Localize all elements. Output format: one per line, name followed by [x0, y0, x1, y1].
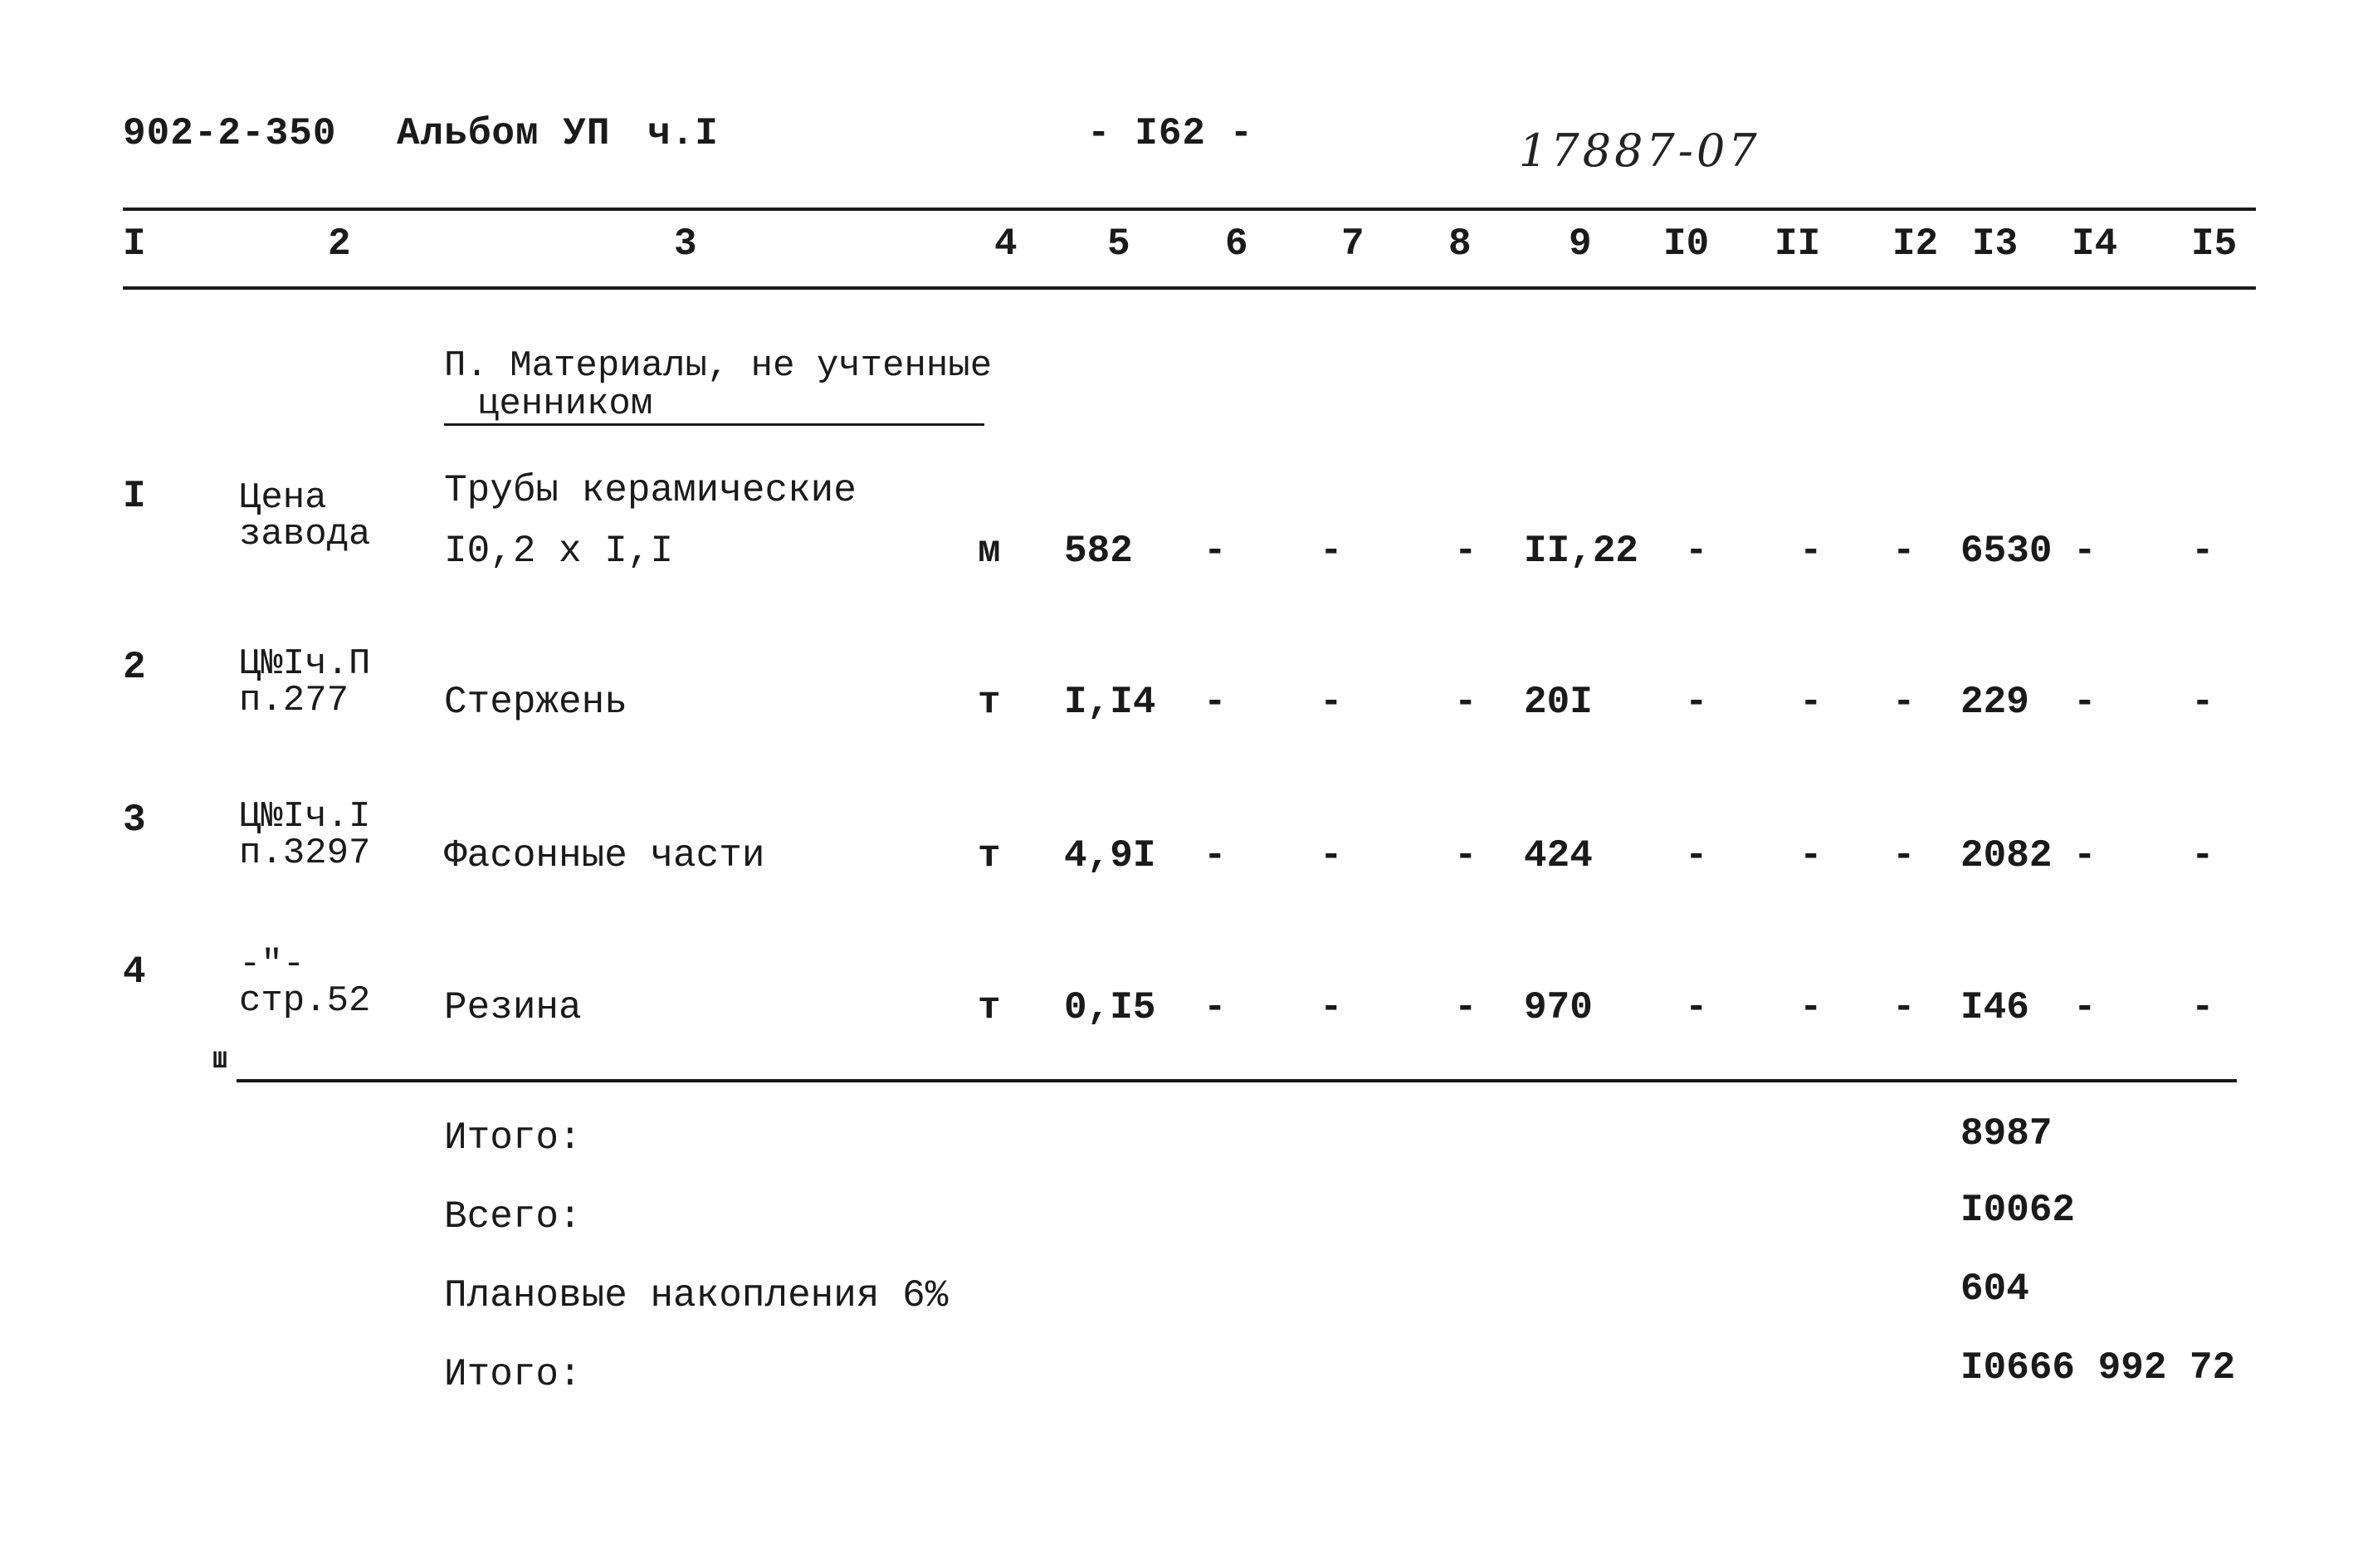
- col-header-10: I0: [1663, 222, 1710, 266]
- row-4-col14: -: [2073, 986, 2097, 1029]
- row-4-ref-line2: стр.52: [239, 980, 371, 1022]
- row-2-col7: -: [1320, 681, 1343, 724]
- col-header-9: 9: [1569, 222, 1592, 266]
- row-4-ref: [239, 944, 371, 1022]
- row-4-number: 4: [123, 950, 146, 994]
- col-header-1: I: [123, 222, 146, 266]
- row-3-col5: 4,9I: [1064, 834, 1156, 877]
- total-3-label: Плановые накопления 6%: [444, 1274, 949, 1317]
- row-2-col9: 20I: [1524, 681, 1593, 724]
- row-1-col12: -: [1892, 530, 1916, 573]
- section-title: [444, 347, 992, 426]
- col-header-12: I2: [1892, 222, 1939, 266]
- total-4-label: Итого:: [444, 1353, 582, 1396]
- row-3-col15: -: [2191, 834, 2214, 877]
- row-1-unit: м: [978, 530, 1001, 573]
- row-1-col13: 6530: [1960, 530, 2053, 573]
- row-2-col8: -: [1454, 681, 1477, 724]
- part-label: ч.I: [647, 112, 719, 155]
- row-3-col8: -: [1454, 834, 1477, 877]
- row-2-number: 2: [123, 646, 146, 689]
- row-3-number: 3: [123, 799, 146, 842]
- row-4-col9: 970: [1524, 986, 1593, 1029]
- row-1-number: I: [123, 475, 146, 518]
- row-3-ref: [239, 796, 371, 874]
- row-4-col12: -: [1892, 986, 1916, 1029]
- col-header-3: 3: [674, 222, 697, 266]
- row-2-col11: -: [1799, 681, 1823, 724]
- row-2-col14: -: [2073, 681, 2097, 724]
- col-header-11: II: [1775, 222, 1821, 266]
- row-1-ref-line1: Цена: [239, 477, 327, 519]
- row-1-col9: II,22: [1524, 530, 1639, 573]
- col-header-2: 2: [328, 222, 351, 266]
- row-4-col6: -: [1203, 986, 1227, 1029]
- doc-code: 902-2-350: [123, 112, 337, 155]
- total-1-label: Итого:: [444, 1116, 582, 1160]
- row-3-col6: -: [1203, 834, 1227, 877]
- row-3-col7: -: [1320, 834, 1343, 877]
- row-4-col10: -: [1685, 986, 1708, 1029]
- col-header-15: I5: [2191, 222, 2238, 266]
- row-4-col13: I46: [1960, 986, 2029, 1029]
- row-2-ref: [239, 643, 371, 721]
- row-2-name: Стержень: [444, 681, 627, 724]
- album-label: Альбом УП: [397, 112, 611, 155]
- col-header-5: 5: [1107, 222, 1130, 266]
- row-3-col14: -: [2073, 834, 2097, 877]
- section-title-line2-text: ценником: [477, 383, 653, 425]
- row-3-ref-line1: Ц№Iч.I: [239, 796, 371, 838]
- row-1-ref: [239, 477, 371, 555]
- row-2-col6: -: [1203, 681, 1227, 724]
- row-4-name: Резина: [444, 986, 582, 1029]
- row-4-col15: -: [2191, 986, 2214, 1029]
- col-header-6: 6: [1225, 222, 1248, 266]
- total-1-value: 8987: [1960, 1112, 2053, 1155]
- row-3-col12: -: [1892, 834, 1916, 877]
- row-2-ref-line1: Ц№Iч.П: [239, 643, 371, 685]
- row-2-col12: -: [1892, 681, 1916, 724]
- row-1-name-line1: Трубы керамические: [444, 469, 857, 512]
- row-2-col10: -: [1685, 681, 1708, 724]
- header-rule: [123, 286, 2256, 290]
- total-4-value: I0666 992 72: [1960, 1346, 2236, 1390]
- col-header-14: I4: [2072, 222, 2118, 266]
- handwritten-number: 17887-07: [1519, 125, 1760, 177]
- row-3-col11: -: [1799, 834, 1823, 877]
- row-3-unit: т: [978, 834, 1001, 877]
- row-4-ref-line1: -"-: [239, 944, 305, 985]
- row-1-col11: -: [1799, 530, 1823, 573]
- total-2-value: I0062: [1960, 1189, 2076, 1232]
- total-3-value: 604: [1960, 1268, 2029, 1311]
- row-2-unit: т: [978, 681, 1001, 724]
- row-4-col11: -: [1799, 986, 1823, 1029]
- row-1-name-line2: I0,2 x I,I: [444, 530, 674, 573]
- row-2-col5: I,I4: [1064, 681, 1156, 724]
- row-2-col15: -: [2191, 681, 2214, 724]
- section-title-line1: П. Материалы, не учтенные: [444, 345, 993, 387]
- row-1-col8: -: [1454, 530, 1477, 573]
- col-header-8: 8: [1448, 222, 1472, 266]
- row-1-ref-line2: завода: [239, 514, 371, 555]
- totals-rule: [237, 1079, 2237, 1082]
- row-4-col7: -: [1320, 986, 1343, 1029]
- roman-mark: Ш: [212, 1048, 228, 1076]
- page-number: - I62 -: [1087, 112, 1254, 155]
- row-3-ref-line2: п.3297: [239, 833, 371, 874]
- row-4-col5: 0,I5: [1064, 986, 1156, 1029]
- row-4-col8: -: [1454, 986, 1477, 1029]
- row-2-ref-line2: п.277: [239, 680, 349, 721]
- row-2-col13: 229: [1960, 681, 2029, 724]
- row-1-col7: -: [1320, 530, 1343, 573]
- row-3-col9: 424: [1524, 834, 1593, 877]
- row-1-col15: -: [2191, 530, 2214, 573]
- row-1-col14: -: [2073, 530, 2097, 573]
- section-title-line2: [444, 385, 984, 426]
- col-header-13: I3: [1972, 222, 2019, 266]
- row-1-col5: 582: [1064, 530, 1133, 573]
- top-rule: [123, 208, 2256, 211]
- row-1-col10: -: [1685, 530, 1708, 573]
- row-1-col6: -: [1203, 530, 1227, 573]
- col-header-4: 4: [994, 222, 1018, 266]
- col-header-7: 7: [1341, 222, 1364, 266]
- row-3-col13: 2082: [1960, 834, 2053, 877]
- row-3-col10: -: [1685, 834, 1708, 877]
- row-4-unit: т: [978, 986, 1001, 1029]
- row-3-name: Фасонные части: [444, 834, 765, 877]
- total-2-label: Всего:: [444, 1195, 582, 1238]
